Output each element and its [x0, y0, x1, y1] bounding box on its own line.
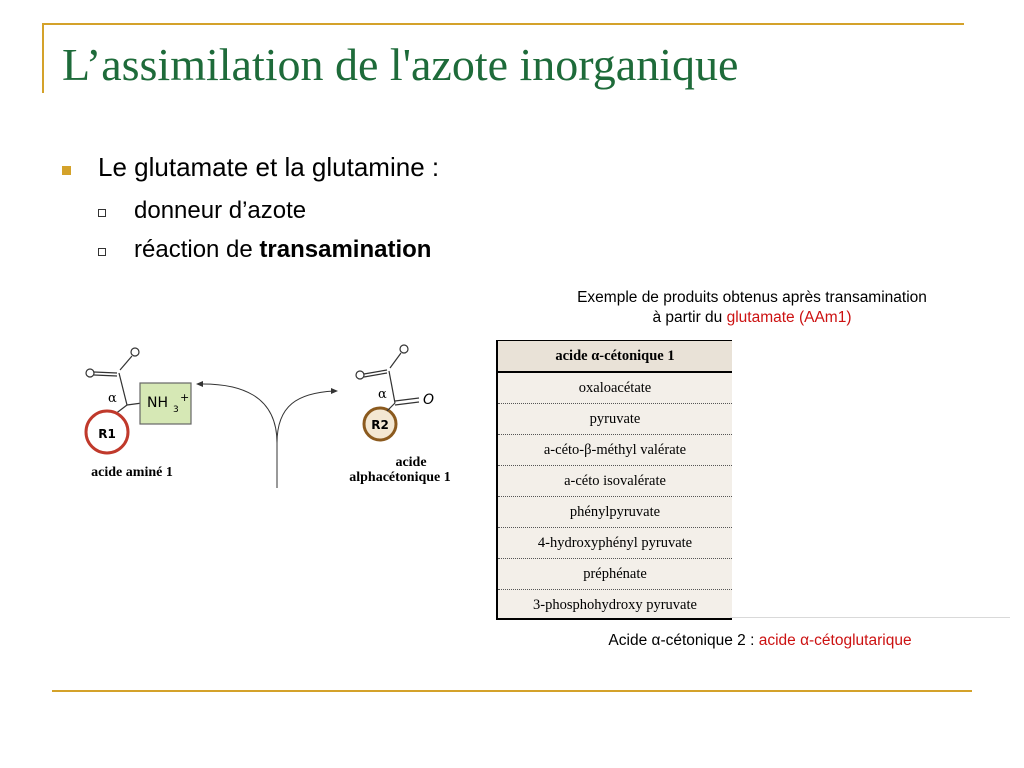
nh3-subscript: 3 — [173, 405, 179, 415]
table-row: a-céto isovalérate — [498, 466, 732, 497]
r2-label: R2 — [371, 418, 389, 432]
keto-acid-1-label-line1: acide — [395, 455, 427, 470]
hollow-square-bullet-icon — [98, 209, 106, 217]
amino-acid-1-structure — [86, 348, 191, 480]
bond-line — [390, 353, 401, 368]
keto-acid-table — [496, 340, 732, 620]
frame-top-line — [42, 23, 964, 25]
r1-label: R1 — [98, 427, 116, 441]
table-row: 4-hydroxyphényl pyruvate — [498, 528, 732, 559]
oxygen-atom-icon — [131, 348, 139, 356]
arrow-head-right-icon — [331, 388, 338, 394]
table-row: pyruvate — [498, 404, 732, 435]
caption-line-2-red: glutamate (AAm1) — [726, 309, 852, 326]
oxygen-atom-icon — [86, 369, 94, 377]
caption-line-2-prefix: à partir du — [652, 309, 727, 326]
sub-bullet-donor-text: donneur d’azote — [134, 197, 307, 224]
nh3-label: NH — [147, 395, 168, 411]
table-baseline — [730, 617, 1010, 618]
caption-line-2 — [500, 308, 1004, 328]
keto-acid-2-note — [500, 632, 1020, 650]
oxygen-label: O — [423, 392, 435, 408]
bond-line — [94, 372, 117, 373]
bond-line — [94, 375, 117, 376]
table-caption — [500, 288, 1004, 328]
bullet-main-text: Le glutamate et la glutamine : — [98, 152, 440, 182]
footer-prefix: Acide α-cétonique 2 : — [608, 632, 759, 649]
table-header: acide α-cétonique 1 — [498, 341, 732, 373]
frame-left-line — [42, 23, 44, 93]
bond-line — [120, 356, 132, 370]
frame-bottom-line — [52, 690, 972, 692]
arrow-path-right — [277, 391, 334, 443]
reaction-arrows — [196, 381, 338, 488]
bond-line — [389, 371, 395, 403]
footer-red: acide α-cétoglutarique — [758, 632, 912, 649]
bond-line — [387, 403, 395, 411]
sub-bullet-transamination-text — [134, 236, 431, 264]
sub-bullet-prefix: réaction de — [134, 236, 260, 263]
bond-line — [395, 398, 419, 401]
table-row: oxaloacétate — [498, 373, 732, 404]
keto-acid-1-label-line2: alphacétonique 1 — [349, 470, 451, 485]
table-row: a-céto-β-méthyl valérate — [498, 435, 732, 466]
slide-title: L’assimilation de l'azote inorganique — [62, 39, 739, 90]
alpha-label-2: α — [378, 387, 387, 402]
bond-line — [119, 373, 127, 405]
caption-line-1: Exemple de produits obtenus après transamination — [577, 289, 927, 306]
amino-acid-1-label: acide aminé 1 — [91, 465, 173, 480]
table-row: 3-phosphohydroxy pyruvate — [533, 597, 697, 613]
arrow-head-left-icon — [196, 381, 203, 387]
arrow-path-left — [198, 384, 277, 488]
keto-acid-1-structure — [349, 345, 451, 485]
hollow-square-bullet-icon — [98, 248, 106, 256]
table-row: phénylpyruvate — [498, 497, 732, 528]
sub-bullet-bold: transamination — [259, 236, 432, 263]
table-row: préphénate — [498, 559, 732, 590]
nh3-superscript: + — [180, 391, 190, 404]
transamination-diagram — [70, 335, 490, 495]
oxygen-atom-icon — [400, 345, 408, 353]
oxygen-atom-icon — [356, 371, 364, 379]
alpha-label-1: α — [108, 391, 117, 406]
bond-line — [395, 402, 419, 405]
square-bullet-icon — [62, 166, 71, 175]
